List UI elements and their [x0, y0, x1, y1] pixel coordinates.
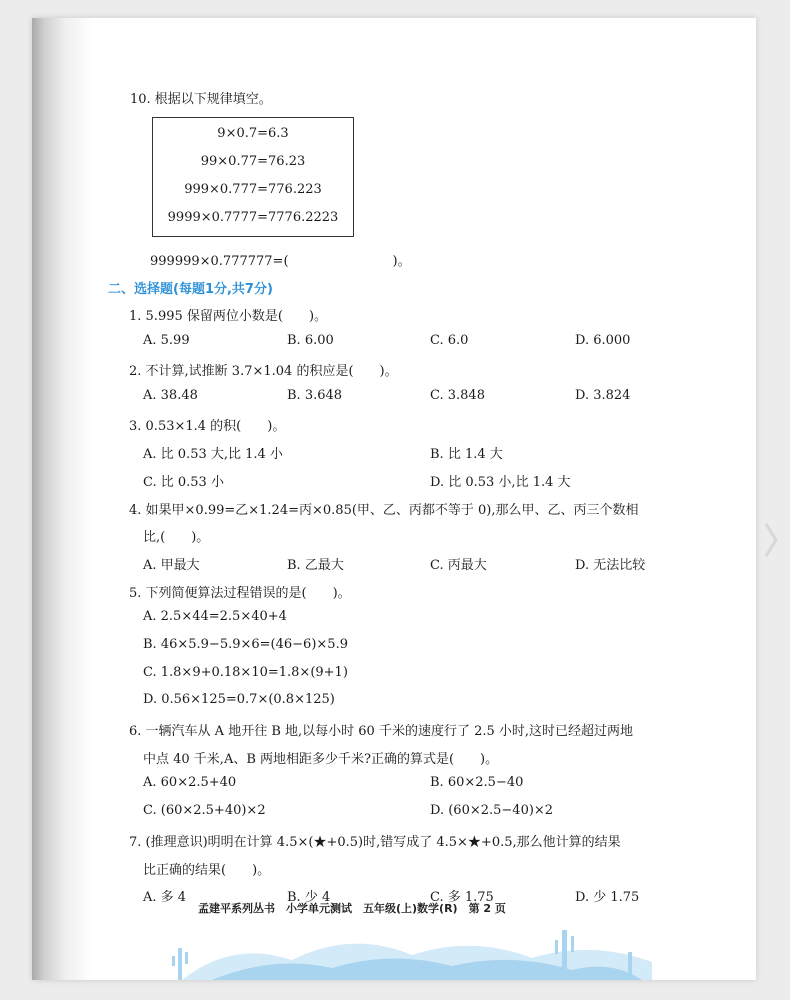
- q6-option-d: D. (60×2.5−40)×2: [430, 803, 554, 818]
- q5-stem: 5. 下列简便算法过程错误的是( )。: [129, 586, 351, 601]
- pattern-line: 9×0.7=6.3: [217, 126, 289, 141]
- q3-option-d: D. 比 0.53 小,比 1.4 大: [430, 475, 571, 490]
- q1-option-b: B. 6.00: [287, 333, 334, 348]
- q1-stem: 1. 5.995 保留两位小数是( )。: [129, 309, 328, 324]
- q6-option-a: A. 60×2.5+40: [143, 775, 237, 790]
- pattern-box: [152, 117, 354, 237]
- q7-option-d: D. 少 1.75: [575, 890, 640, 905]
- worksheet-page: [32, 18, 756, 980]
- q5-option-d: D. 0.56×125=0.7×(0.8×125): [143, 692, 335, 707]
- q2-option-d: D. 3.824: [575, 388, 631, 403]
- q7-option-b: B. 少 4: [287, 890, 331, 905]
- q3-stem: 3. 0.53×1.4 的积( )。: [129, 419, 286, 434]
- q7-stem-line2: 比正确的结果( )。: [143, 863, 271, 878]
- q3-option-b: B. 比 1.4 大: [430, 447, 503, 462]
- book-spine-shadow: [32, 18, 92, 980]
- q2-option-a: A. 38.48: [143, 388, 198, 403]
- q1-option-d: D. 6.000: [575, 333, 631, 348]
- question-10-blank: 999999×0.777777=( )。: [150, 254, 411, 269]
- q7-option-c: C. 多 1.75: [430, 890, 494, 905]
- question-10-title: 10. 根据以下规律填空。: [130, 92, 272, 107]
- q6-stem-line1: 6. 一辆汽车从 A 地开往 B 地,以每小时 60 千米的速度行了 2.5 小时,这时已经超过两地: [129, 724, 634, 739]
- section-2-title: 二、选择题(每题1分,共7分): [108, 282, 273, 297]
- q5-option-b: B. 46×5.9−5.9×6=(46−6)×5.9: [143, 637, 348, 652]
- q4-stem-line1: 4. 如果甲×0.99=乙×1.24=丙×0.85(甲、乙、丙都不等于 0),那么甲、乙、丙三个数相: [129, 503, 639, 518]
- q1-option-c: C. 6.0: [430, 333, 469, 348]
- q2-option-b: B. 3.648: [287, 388, 343, 403]
- next-page-chevron-icon[interactable]: [764, 520, 778, 560]
- pattern-line: 9999×0.7777=7776.2223: [167, 210, 339, 225]
- q2-stem: 2. 不计算,试推断 3.7×1.04 的积应是( )。: [129, 364, 398, 379]
- footer-caption: 孟建平系列丛书 小学单元测试 五年级(上)数学(R) 第 2 页: [198, 902, 506, 915]
- q6-option-b: B. 60×2.5−40: [430, 775, 524, 790]
- pattern-line: 99×0.77=76.23: [200, 154, 306, 169]
- q4-stem-line2: 比,( )。: [143, 530, 210, 545]
- q6-stem-line2: 中点 40 千米,A、B 两地相距多少千米?正确的算式是( )。: [143, 752, 499, 767]
- q4-option-a: A. 甲最大: [143, 558, 200, 573]
- q4-option-c: C. 丙最大: [430, 558, 487, 573]
- q5-option-a: A. 2.5×44=2.5×40+4: [143, 609, 287, 624]
- q3-option-c: C. 比 0.53 小: [143, 475, 224, 490]
- q5-option-c: C. 1.8×9+0.18×10=1.8×(9+1): [143, 665, 348, 680]
- q2-option-c: C. 3.848: [430, 388, 485, 403]
- q4-option-d: D. 无法比较: [575, 558, 646, 573]
- q6-option-c: C. (60×2.5+40)×2: [143, 803, 266, 818]
- pattern-line: 999×0.777=776.223: [184, 182, 322, 197]
- q4-option-b: B. 乙最大: [287, 558, 344, 573]
- q1-option-a: A. 5.99: [143, 333, 190, 348]
- q7-option-a: A. 多 4: [143, 890, 187, 905]
- q3-option-a: A. 比 0.53 大,比 1.4 小: [143, 447, 283, 462]
- q7-stem-line1: 7. (推理意识)明明在计算 4.5×(★+0.5)时,错写成了 4.5×★+0.5,那么他计算的结果: [129, 835, 621, 850]
